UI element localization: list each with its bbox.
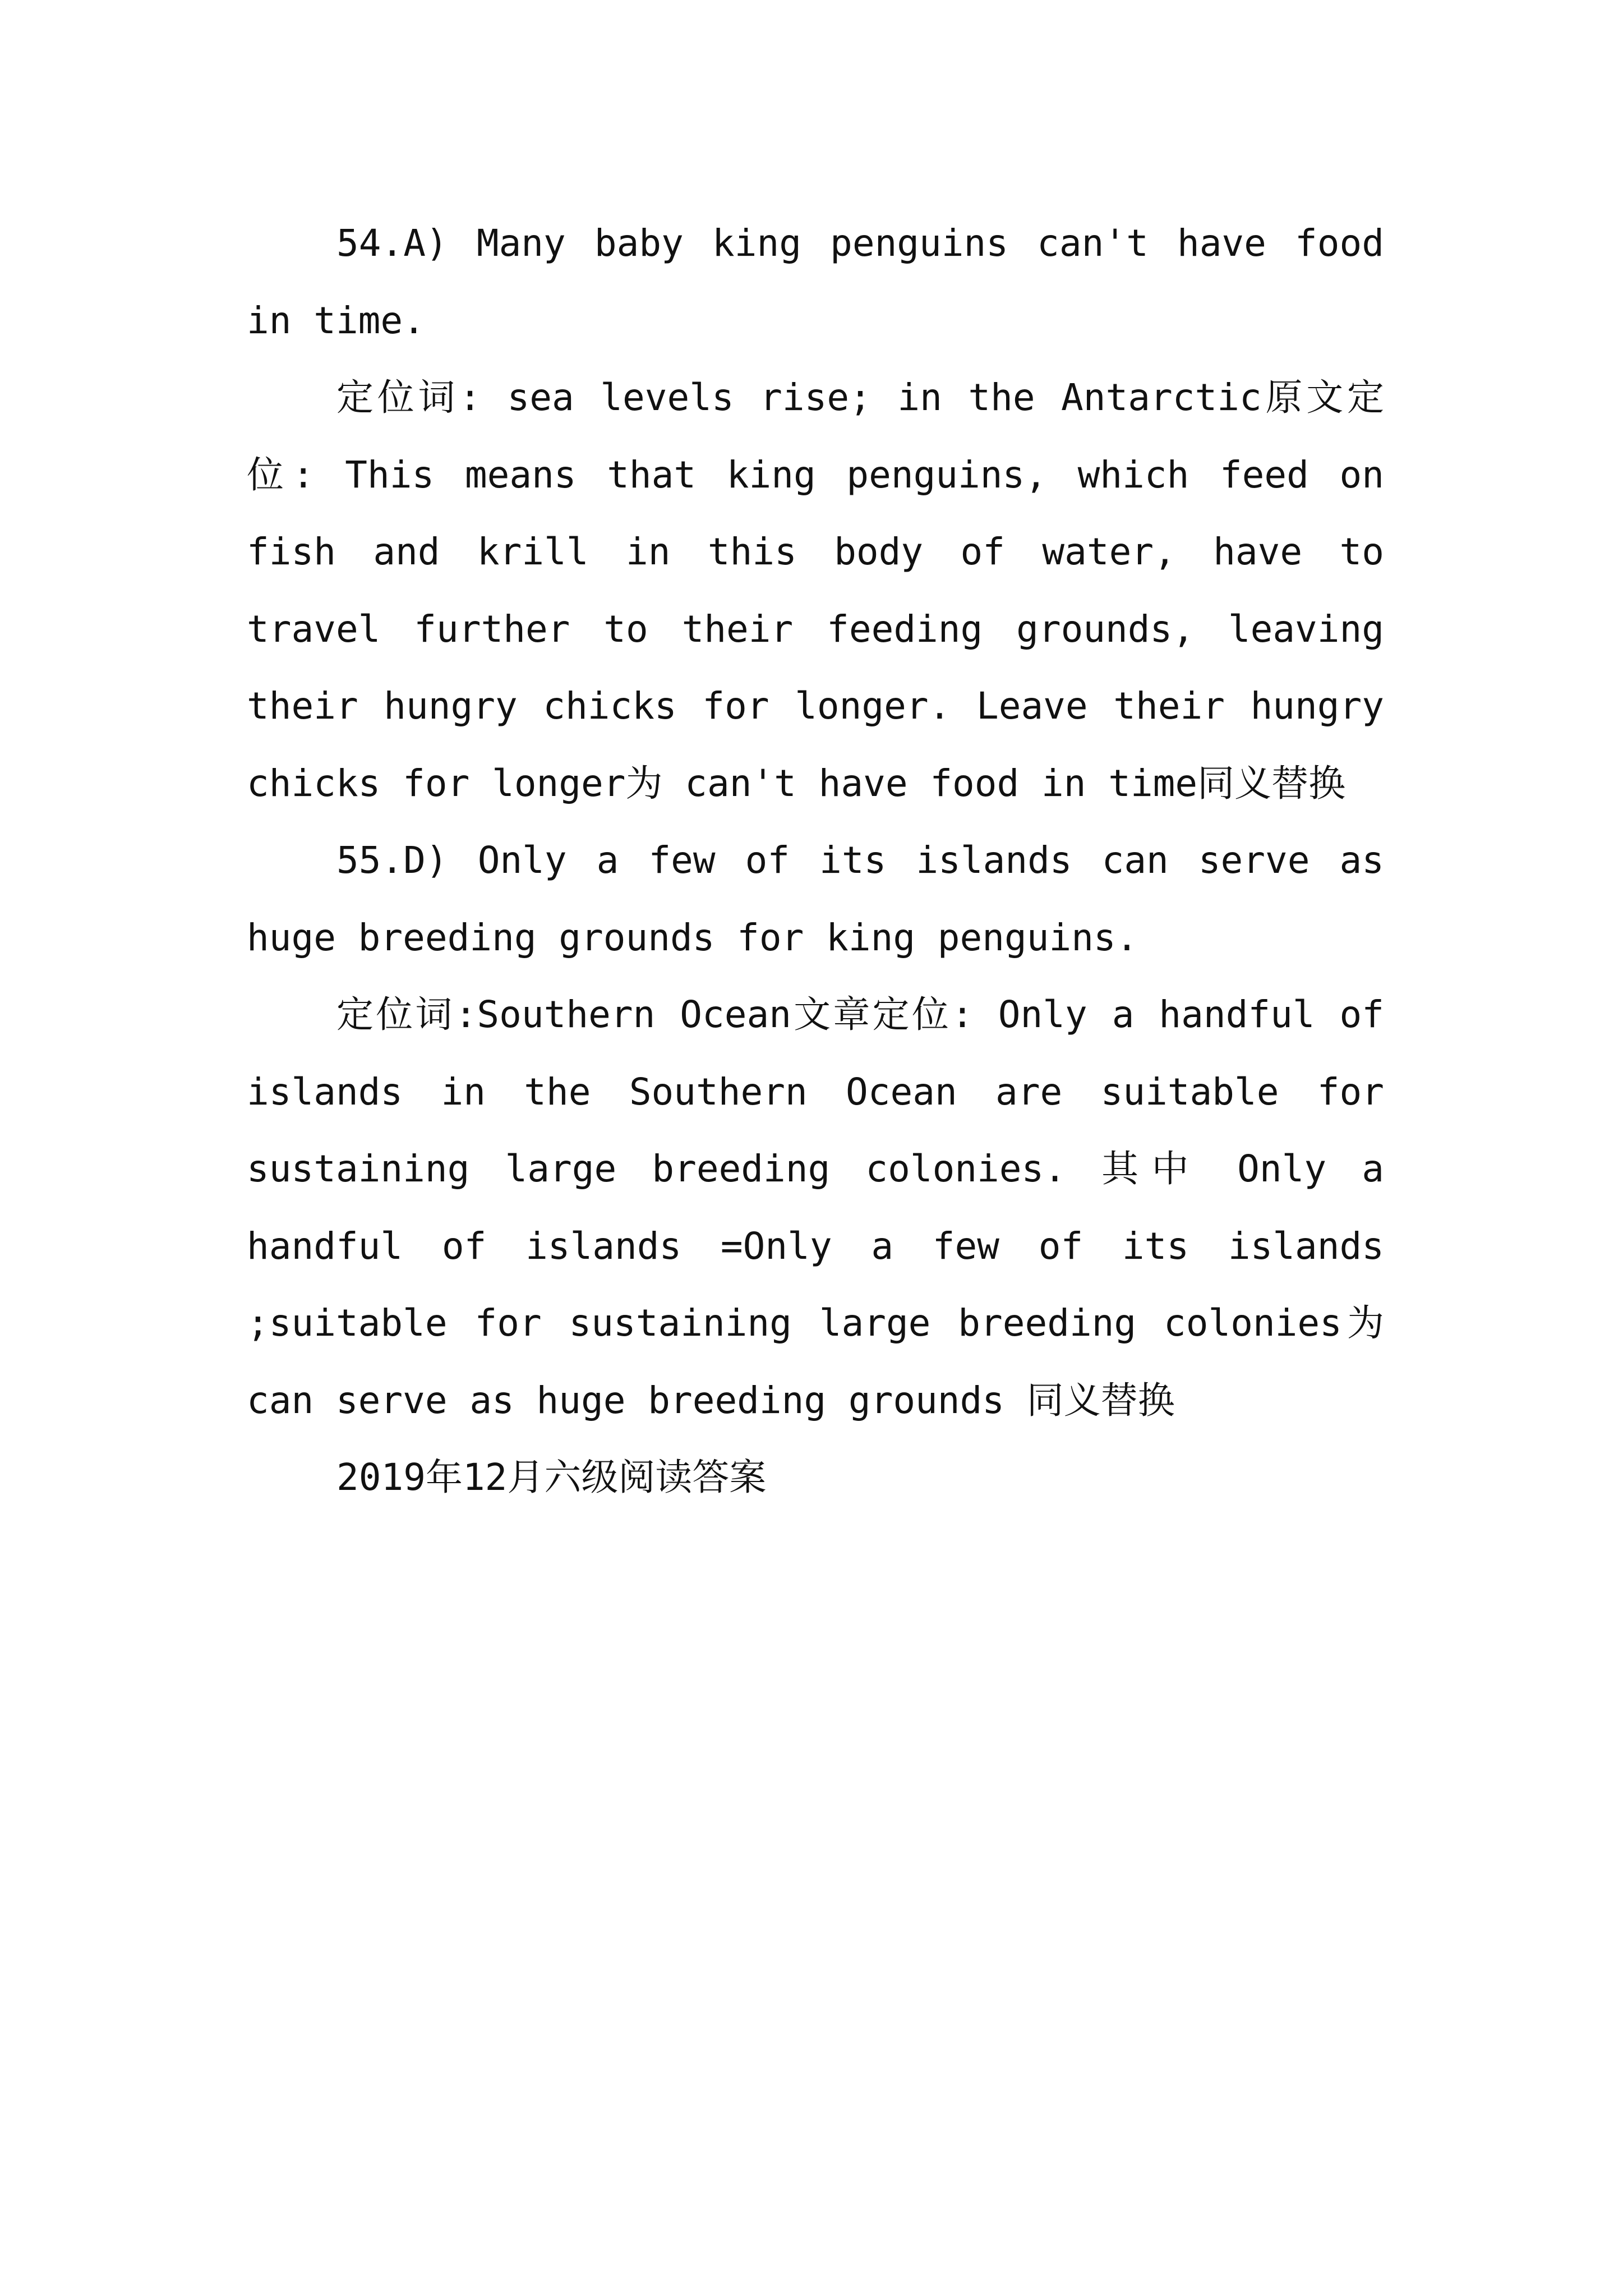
answer-55-heading: 55.D) Only a few of its islands can serve as huge breeding grounds for king penguins. xyxy=(247,839,1384,959)
answer-54-explanation: 定位词: sea levels rise; in the Antarctic原文定位: This means that king penguins, which feed on fish and krill in this body of water, have to travel further to their feeding grounds, leaving their hungry chicks for longer. Leave their hungry chicks for longer为 can't have food in time同义替换 xyxy=(247,376,1384,805)
answer-55-explanation: 定位词:Southern Ocean文章定位: Only a handful of islands in the Southern Ocean are suitable for sustaining large breeding colonies. 其中 Only a handful of islands =Only a few of its islands ;suitable for sustaining large breeding colonies为can serve as huge breeding grounds 同义替换 xyxy=(247,993,1384,1422)
answer-54-heading: 54.A) Many baby king penguins can't have food in time. xyxy=(247,222,1384,342)
document-body xyxy=(247,205,1384,1516)
section-title: 2019年12月六级阅读答案 xyxy=(336,1456,767,1499)
